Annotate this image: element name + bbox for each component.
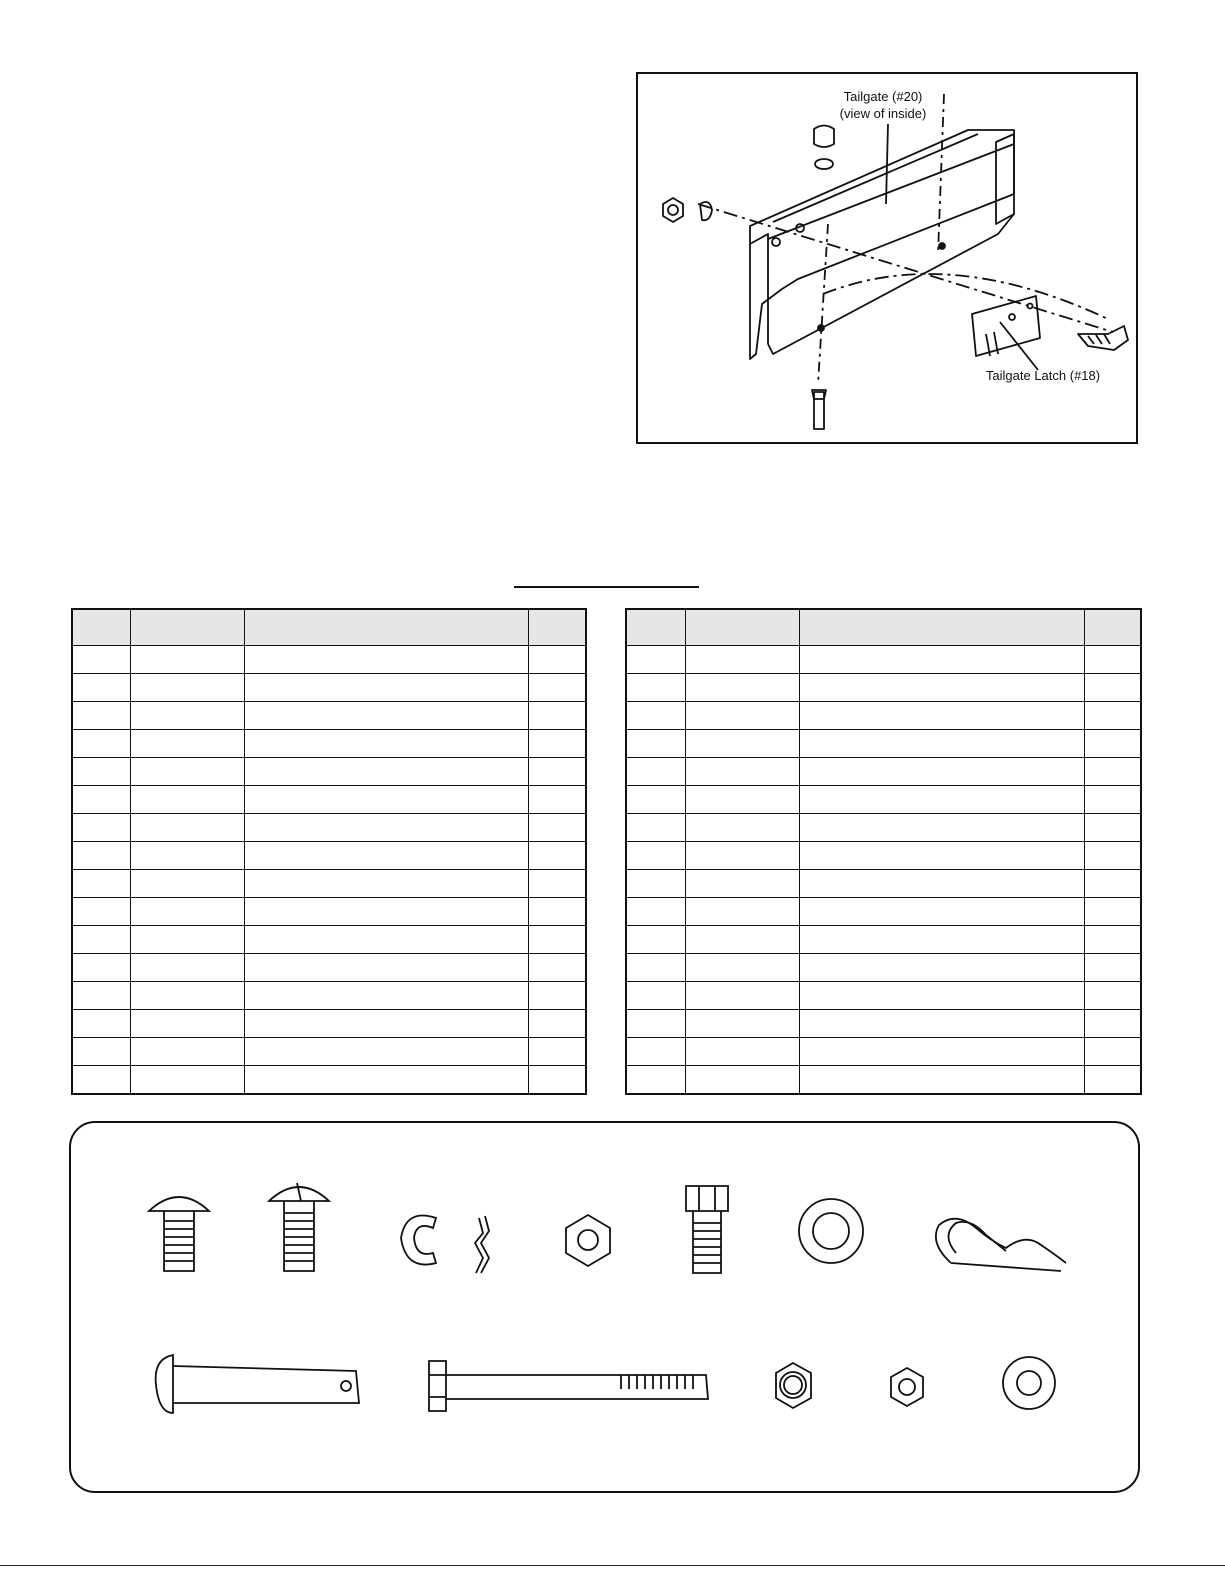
table-row <box>72 814 586 842</box>
table-cell <box>799 954 1084 982</box>
table-header-row <box>626 609 1141 646</box>
table-cell <box>244 926 528 954</box>
table-cell <box>626 674 685 702</box>
table-cell <box>244 1066 528 1095</box>
table-cell <box>1084 646 1141 674</box>
long-hex-bolt-icon <box>429 1361 708 1411</box>
table-row <box>626 730 1141 758</box>
table-cell <box>72 982 130 1010</box>
table-cell <box>626 842 685 870</box>
table-cell <box>1084 814 1141 842</box>
table-cell <box>244 1038 528 1066</box>
table-cell <box>626 926 685 954</box>
table-cell <box>626 870 685 898</box>
table-cell <box>1084 926 1141 954</box>
table-cell <box>72 842 130 870</box>
table-cell <box>685 674 799 702</box>
small-washer-icon <box>1003 1357 1055 1409</box>
table-cell <box>685 758 799 786</box>
table-cell <box>1084 982 1141 1010</box>
table-cell <box>626 814 685 842</box>
table-cell <box>130 926 244 954</box>
lock-nut-icon <box>776 1363 811 1408</box>
table-cell <box>1084 702 1141 730</box>
table-row <box>72 898 586 926</box>
parts-list-heading-rule <box>514 586 699 588</box>
table-cell <box>685 814 799 842</box>
tailgate-diagram <box>636 72 1138 444</box>
table-cell <box>626 954 685 982</box>
table-cell <box>72 1038 130 1066</box>
parts-table-left <box>71 608 587 1095</box>
table-cell <box>685 954 799 982</box>
table-cell <box>72 646 130 674</box>
table-cell <box>685 842 799 870</box>
table-cell <box>130 702 244 730</box>
table-cell <box>244 702 528 730</box>
table-row <box>626 702 1141 730</box>
table-cell <box>685 926 799 954</box>
table-cell <box>626 646 685 674</box>
table-cell <box>130 674 244 702</box>
table-cell <box>244 982 528 1010</box>
table-row <box>626 786 1141 814</box>
table-cell <box>528 758 586 786</box>
table-cell <box>244 1010 528 1038</box>
hex-bolt-icon <box>686 1186 728 1273</box>
table-cell <box>799 730 1084 758</box>
table-cell <box>72 954 130 982</box>
table-cell <box>244 730 528 758</box>
table-cell <box>72 758 130 786</box>
table-cell <box>244 954 528 982</box>
tailgate-label-line1: Tailgate (#20) <box>843 89 923 104</box>
table-cell <box>799 1066 1084 1095</box>
table-cell <box>1084 674 1141 702</box>
latch-label: Tailgate Latch (#18) <box>985 368 1101 383</box>
table-row <box>626 982 1141 1010</box>
table-cell <box>528 1010 586 1038</box>
table-row <box>626 870 1141 898</box>
table-cell <box>244 814 528 842</box>
table-cell <box>130 1010 244 1038</box>
table-cell <box>72 1066 130 1095</box>
table-cell <box>130 842 244 870</box>
table-cell <box>130 982 244 1010</box>
table-row <box>72 702 586 730</box>
table-cell <box>799 1038 1084 1066</box>
table-cell <box>799 982 1084 1010</box>
table-cell <box>799 814 1084 842</box>
table-cell <box>72 702 130 730</box>
tailgate-label-line2: (view of inside) <box>839 106 927 121</box>
table-cell <box>799 898 1084 926</box>
table-cell <box>1084 954 1141 982</box>
tailgate-panel-outline <box>750 130 1014 359</box>
table-row <box>72 1066 586 1095</box>
table-cell <box>1084 1010 1141 1038</box>
table-cell <box>626 702 685 730</box>
table-cell <box>799 646 1084 674</box>
table-cell <box>626 758 685 786</box>
table-cell <box>626 898 685 926</box>
table-cell <box>799 786 1084 814</box>
table-cell <box>1084 758 1141 786</box>
table-row <box>72 786 586 814</box>
table-cell <box>799 926 1084 954</box>
table-cell <box>799 702 1084 730</box>
table-cell <box>528 898 586 926</box>
table-cell <box>626 786 685 814</box>
table-cell <box>72 1010 130 1038</box>
tailgate-drawing <box>638 74 1136 442</box>
table-cell <box>528 730 586 758</box>
table-row <box>72 870 586 898</box>
table-row <box>626 646 1141 674</box>
table-row <box>72 674 586 702</box>
table-cell <box>130 954 244 982</box>
machine-screw-icon <box>149 1197 209 1271</box>
table-cell <box>685 1038 799 1066</box>
table-row <box>626 954 1141 982</box>
table-cell <box>130 758 244 786</box>
table-cell <box>799 1010 1084 1038</box>
table-cell <box>799 758 1084 786</box>
table-cell <box>528 814 586 842</box>
table-cell <box>685 786 799 814</box>
table-cell <box>528 702 586 730</box>
table-cell <box>685 982 799 1010</box>
table-row <box>72 982 586 1010</box>
table-cell <box>1084 730 1141 758</box>
table-cell <box>130 898 244 926</box>
table-cell <box>130 786 244 814</box>
slotted-screw-icon <box>269 1183 329 1271</box>
hitch-pin-clip-icon <box>936 1219 1066 1271</box>
table-cell <box>1084 786 1141 814</box>
table-cell <box>72 870 130 898</box>
flat-washer-icon <box>799 1199 863 1263</box>
table-cell <box>685 730 799 758</box>
hex-nut-icon <box>566 1215 610 1266</box>
table-cell <box>244 842 528 870</box>
table-cell <box>130 870 244 898</box>
table-cell <box>626 1066 685 1095</box>
table-cell <box>72 898 130 926</box>
small-hex-nut-icon <box>891 1368 923 1406</box>
table-cell <box>72 814 130 842</box>
hardware-panel <box>69 1121 1140 1493</box>
table-cell <box>244 646 528 674</box>
table-row <box>626 814 1141 842</box>
table-cell <box>528 1038 586 1066</box>
table-cell <box>528 926 586 954</box>
table-cell <box>130 646 244 674</box>
table-cell <box>528 842 586 870</box>
table-row <box>626 898 1141 926</box>
clevis-pin-icon <box>156 1355 359 1413</box>
table-row <box>626 1010 1141 1038</box>
table-row <box>72 646 586 674</box>
split-lock-washer-icon <box>401 1216 489 1274</box>
table-cell <box>72 674 130 702</box>
table-row <box>626 674 1141 702</box>
table-cell <box>528 982 586 1010</box>
table-cell <box>244 758 528 786</box>
table-cell <box>130 1038 244 1066</box>
table-cell <box>1084 1038 1141 1066</box>
table-cell <box>626 1038 685 1066</box>
table-row <box>72 730 586 758</box>
table-cell <box>244 870 528 898</box>
table-row <box>626 1038 1141 1066</box>
table-cell <box>626 730 685 758</box>
table-cell <box>1084 870 1141 898</box>
table-cell <box>626 982 685 1010</box>
table-row <box>72 1038 586 1066</box>
table-cell <box>685 1066 799 1095</box>
table-cell <box>799 870 1084 898</box>
table-cell <box>244 898 528 926</box>
table-row <box>626 842 1141 870</box>
table-cell <box>528 1066 586 1095</box>
page-bottom-rule <box>0 1565 1225 1566</box>
table-cell <box>72 926 130 954</box>
table-cell <box>799 842 1084 870</box>
table-row <box>626 926 1141 954</box>
table-cell <box>685 870 799 898</box>
table-header-row <box>72 609 586 646</box>
table-row <box>72 758 586 786</box>
table-cell <box>244 786 528 814</box>
table-cell <box>72 786 130 814</box>
table-cell <box>528 954 586 982</box>
table-row <box>626 1066 1141 1095</box>
table-cell <box>685 702 799 730</box>
table-cell <box>528 646 586 674</box>
table-cell <box>1084 898 1141 926</box>
table-cell <box>685 646 799 674</box>
table-cell <box>130 1066 244 1095</box>
table-cell <box>799 674 1084 702</box>
table-row <box>72 954 586 982</box>
table-cell <box>1084 1066 1141 1095</box>
table-cell <box>528 674 586 702</box>
latch-plate-outline <box>972 296 1040 356</box>
table-row <box>72 1010 586 1038</box>
table-cell <box>130 814 244 842</box>
table-cell <box>244 674 528 702</box>
table-cell <box>685 898 799 926</box>
table-cell <box>130 730 244 758</box>
table-cell <box>685 1010 799 1038</box>
table-cell <box>626 1010 685 1038</box>
table-cell <box>528 870 586 898</box>
parts-table-right <box>625 608 1142 1095</box>
table-row <box>72 842 586 870</box>
table-cell <box>72 730 130 758</box>
table-row <box>626 758 1141 786</box>
table-row <box>72 926 586 954</box>
table-cell <box>528 786 586 814</box>
table-cell <box>1084 842 1141 870</box>
